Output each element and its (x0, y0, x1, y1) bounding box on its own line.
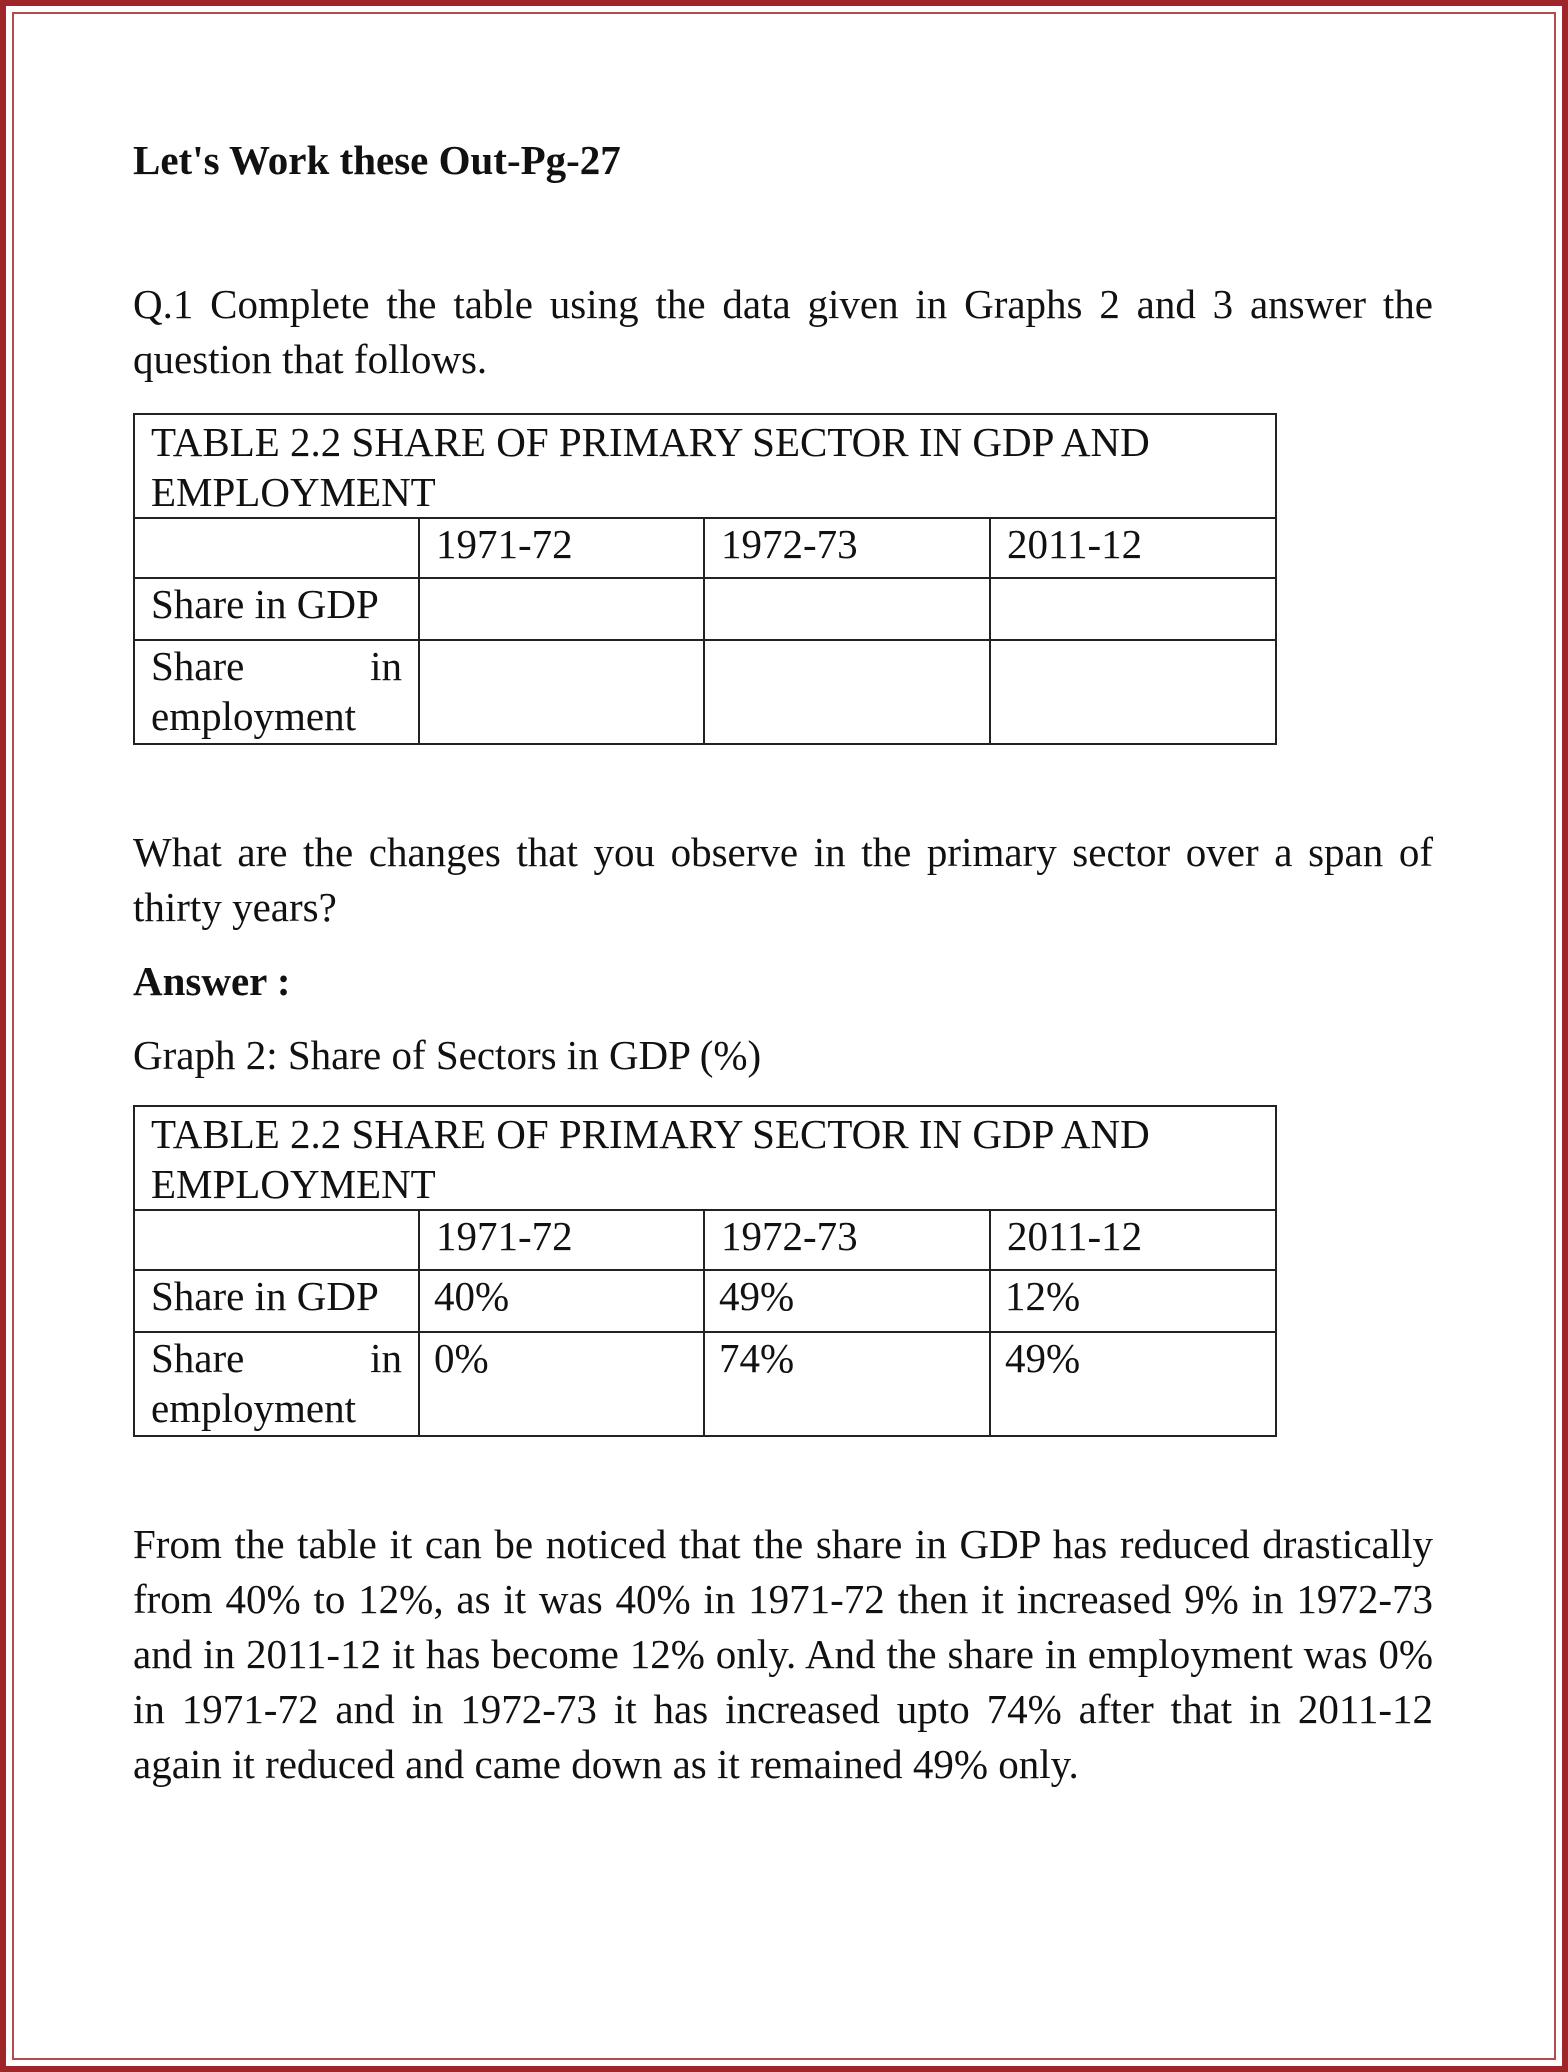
table-header-row (134, 518, 1276, 578)
table-row (134, 1270, 1276, 1332)
row-label-part: employment (151, 1385, 356, 1431)
table-cell: 40% (419, 1270, 704, 1332)
table-cell: 49% (990, 1332, 1276, 1436)
row-label-part: Share (151, 643, 245, 689)
graph-caption: Graph 2: Share of Sectors in GDP (%) (133, 1032, 762, 1078)
table-row (134, 640, 1276, 744)
column-header: 1971-72 (419, 518, 704, 578)
table-cell (990, 578, 1276, 640)
column-header: 1972-73 (704, 518, 990, 578)
changes-question: What are the changes that you observe in the primary sector over a span of thirty years? (133, 829, 1433, 930)
page-heading: Let's Work these Out-Pg-27 (133, 137, 621, 183)
column-header: 2011-12 (990, 1210, 1276, 1270)
column-header: 1972-73 (704, 1210, 990, 1270)
table-cell: 49% (704, 1270, 990, 1332)
row-label-gdp: Share in GDP (134, 1270, 419, 1332)
table-cell (990, 640, 1276, 744)
table-corner-cell (134, 1210, 419, 1270)
column-header: 2011-12 (990, 518, 1276, 578)
question-1: Q.1 Complete the table using the data given in Graphs 2 and 3 answer the question that follows. (133, 281, 1433, 382)
conclusion-paragraph: From the table it can be noticed that the share in GDP has reduced drastically from 40% to 12%, as it was 40% in 1971-72 then it increased 9% in 1972-73 and in 2011-12 it has become 12% only. And the share in employment was 0% in 1971-72 and in 1972-73 it has increased upto 74% after that in 2011-12 again it reduced and came down as it remained 49% only. (133, 1521, 1433, 1787)
table-cell (704, 640, 990, 744)
table-cell (419, 578, 704, 640)
row-label-part: employment (151, 693, 356, 739)
table-header-row (134, 1210, 1276, 1270)
column-header: 1971-72 (419, 1210, 704, 1270)
row-label-gdp: Share in GDP (134, 578, 419, 640)
table-cell: 12% (990, 1270, 1276, 1332)
table-cell: 0% (419, 1332, 704, 1436)
row-label-part: in (370, 643, 402, 689)
row-label-employment (134, 1332, 419, 1436)
row-label-part: in (370, 1335, 402, 1381)
filled-table (133, 1105, 1277, 1437)
table-title: TABLE 2.2 SHARE OF PRIMARY SECTOR IN GDP AND EMPLOYMENT (134, 1106, 1276, 1210)
table-cell (704, 578, 990, 640)
table-corner-cell (134, 518, 419, 578)
table-row (134, 578, 1276, 640)
table-cell (419, 640, 704, 744)
row-label-employment (134, 640, 419, 744)
document-body (133, 130, 1433, 1792)
table-row (134, 1332, 1276, 1436)
table-title: TABLE 2.2 SHARE OF PRIMARY SECTOR IN GDP AND EMPLOYMENT (134, 414, 1276, 518)
row-label-part: Share (151, 1335, 245, 1381)
answer-label: Answer : (133, 958, 291, 1004)
table-cell: 74% (704, 1332, 990, 1436)
blank-table (133, 413, 1277, 745)
